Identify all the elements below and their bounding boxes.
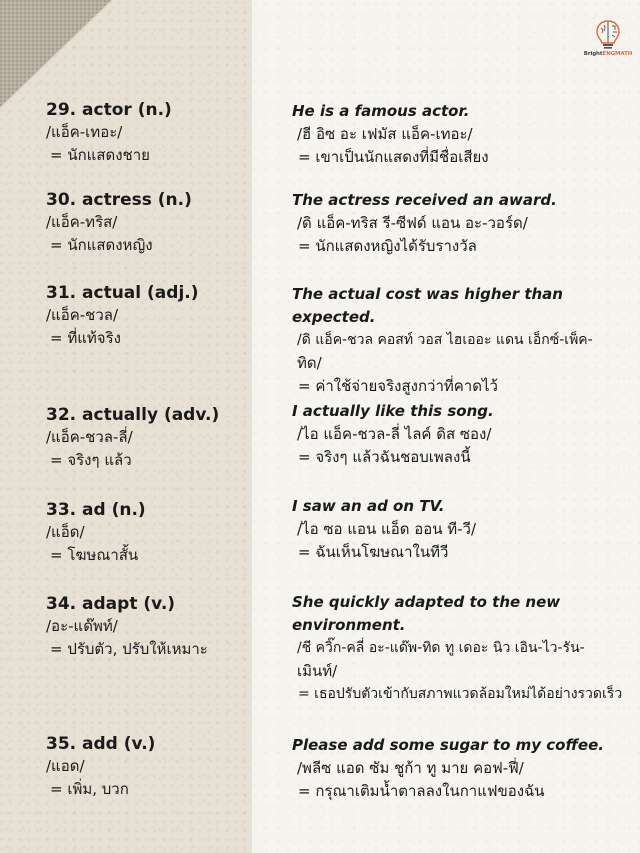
vocab-entry-32 [46, 404, 219, 472]
vocab-entry-30 [46, 189, 192, 257]
meaning: = ปรับตัว, ปรับให้เหมาะ [50, 640, 208, 658]
example-pronunciation: /ไอ ซอ แอน แอ็ด ออน ที-วี/ [297, 520, 477, 538]
word-title: 33. ad (n.) [46, 500, 146, 520]
example-35 [292, 734, 604, 803]
word-title: 34. adapt (v.) [46, 594, 176, 614]
pronunciation: /แอ็ด/ [46, 523, 85, 541]
example-pronunciation: /ดิ แอ็ค-ชวล คอสท์ วอส ไฮเออะ แดน เอ็กซ์-เพ็ค- [297, 332, 593, 348]
example-translation: = ค่าใช้จ่ายจริงสูงกว่าที่คาดไว้ [298, 377, 498, 395]
example-translation: = เธอปรับตัวเข้ากับสภาพแวดล้อมใหม่ได้อย่างรวดเร็ว [298, 686, 623, 702]
pronunciation: /แอ็ค-ชวล-ลี่/ [46, 428, 133, 446]
pronunciation: /แอ็ค-เทอะ/ [46, 123, 123, 141]
brain-bulb-icon [582, 18, 634, 50]
example-translation: = กรุณาเติมน้ำตาลลงในกาแฟของฉัน [298, 782, 545, 800]
example-sentence: The actress received an award. [292, 191, 557, 209]
vocab-entry-33 [46, 499, 146, 567]
example-translation: = เขาเป็นนักแสดงที่มีชื่อเสียง [298, 148, 489, 166]
example-31 [292, 283, 593, 398]
meaning: = นักแสดงชาย [50, 146, 150, 164]
word-title: 35. add (v.) [46, 734, 156, 754]
brand-logo [582, 18, 634, 62]
meaning: = เพิ่ม, บวก [50, 780, 129, 798]
vocab-entry-35 [46, 733, 155, 801]
meaning: = ที่แท้จริง [50, 329, 121, 347]
example-sentence: I actually like this song. [292, 402, 494, 420]
word-title: 32. actually (adv.) [46, 405, 220, 425]
pronunciation: /แอด/ [46, 757, 85, 775]
example-pronunciation: /พลีซ แอด ซัม ชูก้า ทู มาย คอฟ-ฟี่/ [297, 759, 524, 777]
example-sentence: She quickly adapted to the new [292, 593, 561, 611]
example-pronunciation: /ไอ แอ็ค-ชวล-ลี่ ไลค์ ดิส ซอง/ [297, 425, 492, 443]
example-pronunciation: /ชี ควิ๊ก-คลี่ อะ-แด๊พ-ทิด ทู เดอะ นิว เอิน-ไว-รัน- [297, 640, 585, 656]
example-sentence: I saw an ad on TV. [292, 497, 445, 515]
example-29 [292, 100, 489, 169]
vocab-entry-29 [46, 99, 172, 167]
example-sentence: The actual cost was higher than [292, 285, 563, 303]
example-pronunciation: /ดิ แอ็ค-ทริส รี-ซีฟด์ แอน อะ-วอร์ด/ [297, 214, 528, 232]
meaning: = โฆษณาสั้น [50, 546, 139, 564]
example-33 [292, 495, 476, 564]
page-corner-fold [0, 0, 112, 112]
example-sentence: Please add some sugar to my coffee. [292, 736, 604, 754]
word-title: 30. actress (n.) [46, 190, 192, 210]
example-translation: = ฉันเห็นโฆษณาในทีวี [298, 543, 449, 561]
meaning: = จริงๆ แล้ว [50, 451, 132, 469]
example-30 [292, 189, 557, 258]
word-title: 29. actor (n.) [46, 100, 172, 120]
example-translation: = จริงๆ แล้วฉันชอบเพลงนี้ [298, 448, 471, 466]
example-pronunciation-cont: เมินท์/ [297, 662, 338, 680]
example-sentence: He is a famous actor. [292, 102, 470, 120]
pronunciation: /อะ-แด๊พท์/ [46, 617, 118, 635]
meaning: = นักแสดงหญิง [50, 236, 153, 254]
example-32 [292, 400, 494, 469]
example-sentence-cont: expected. [292, 308, 376, 326]
example-translation: = นักแสดงหญิงได้รับรางวัล [298, 237, 477, 255]
vocab-entry-31 [46, 282, 199, 350]
example-pronunciation: /ฮี อิซ อะ เฟมัส แอ็ค-เทอะ/ [297, 125, 473, 143]
word-title: 31. actual (adj.) [46, 283, 199, 303]
example-34 [292, 591, 622, 706]
example-pronunciation-cont: ทิด/ [297, 354, 322, 372]
vocab-entry-34 [46, 593, 208, 661]
brand-name: BrightENGMATH [583, 51, 633, 57]
example-sentence-cont: environment. [292, 616, 406, 634]
pronunciation: /แอ็ค-ทริส/ [46, 213, 118, 231]
pronunciation: /แอ็ค-ชวล/ [46, 306, 119, 324]
